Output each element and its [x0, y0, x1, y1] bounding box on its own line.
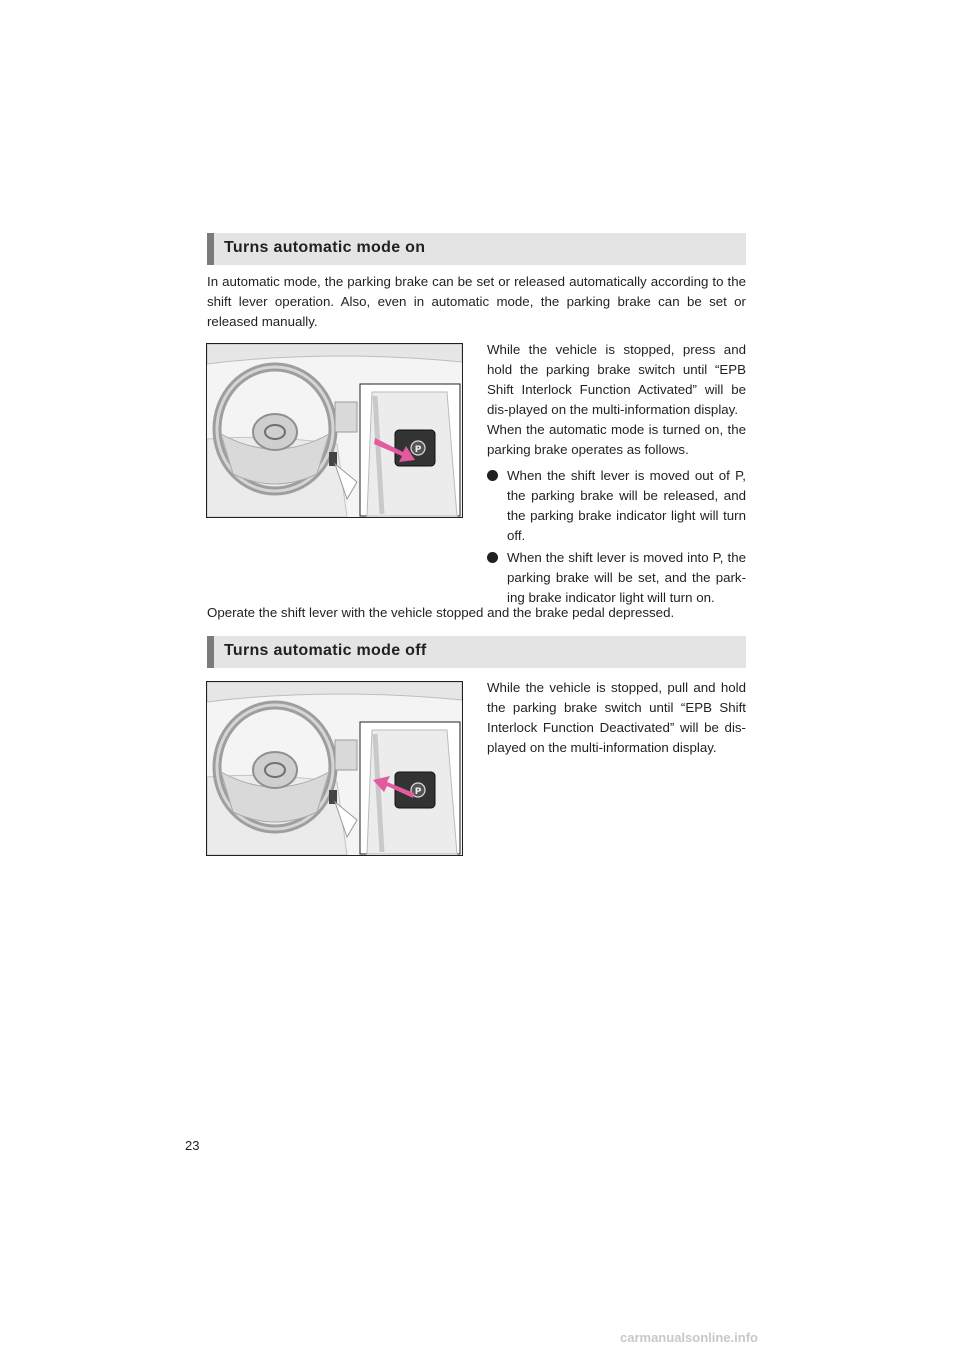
switch-label: P: [414, 787, 422, 797]
intro-paragraph: In automatic mode, the parking brake can be set or released automatically according to the shift lever operation. Also, even in automatic mode, the parking brake can be set or released manually.: [207, 274, 746, 329]
section-title: Turns automatic mode off: [224, 642, 427, 659]
bullet-icon: [487, 470, 498, 481]
operation-note: Operate the shift lever with the vehicle stopped and the brake pedal depressed.: [207, 605, 675, 620]
lead-paragraph: When the automatic mode is turned on, the parking brake operates as follows.: [487, 422, 746, 457]
dashboard-illustration: [207, 344, 462, 517]
section-header-automatic-off: [207, 636, 746, 668]
switch-label: P: [414, 445, 422, 455]
section-header-automatic-on: [207, 233, 746, 265]
instruction-deactivate: While the vehicle is stopped, pull and hold the parking brake switch until “EPB Shift Interlock Function Deactivated” will be dis-played on the multi-information display.: [487, 680, 746, 755]
illustration-press-switch: [206, 343, 463, 518]
page-number: 23: [185, 1138, 200, 1153]
dashboard-illustration: [207, 682, 462, 855]
instruction-activate: While the vehicle is stopped, press and hold the parking brake switch until “EPB Shift Interlock Function Activated” will be dis-played on the multi-information display.: [487, 342, 746, 417]
list-item: [487, 466, 746, 546]
illustration-pull-switch: [206, 681, 463, 856]
behavior-list: [487, 466, 746, 610]
bullet-text: When the shift lever is moved into P, the parking brake will be set, and the park-ing brake indicator light will turn on.: [507, 550, 746, 605]
bullet-text: When the shift lever is moved out of P, the parking brake will be released, and the parking brake indicator light will turn off.: [507, 468, 746, 543]
list-item: [487, 548, 746, 608]
footer-watermark: carmanualsonline.info: [620, 1330, 758, 1345]
section-title: Turns automatic mode on: [224, 239, 426, 256]
bullet-icon: [487, 552, 498, 563]
